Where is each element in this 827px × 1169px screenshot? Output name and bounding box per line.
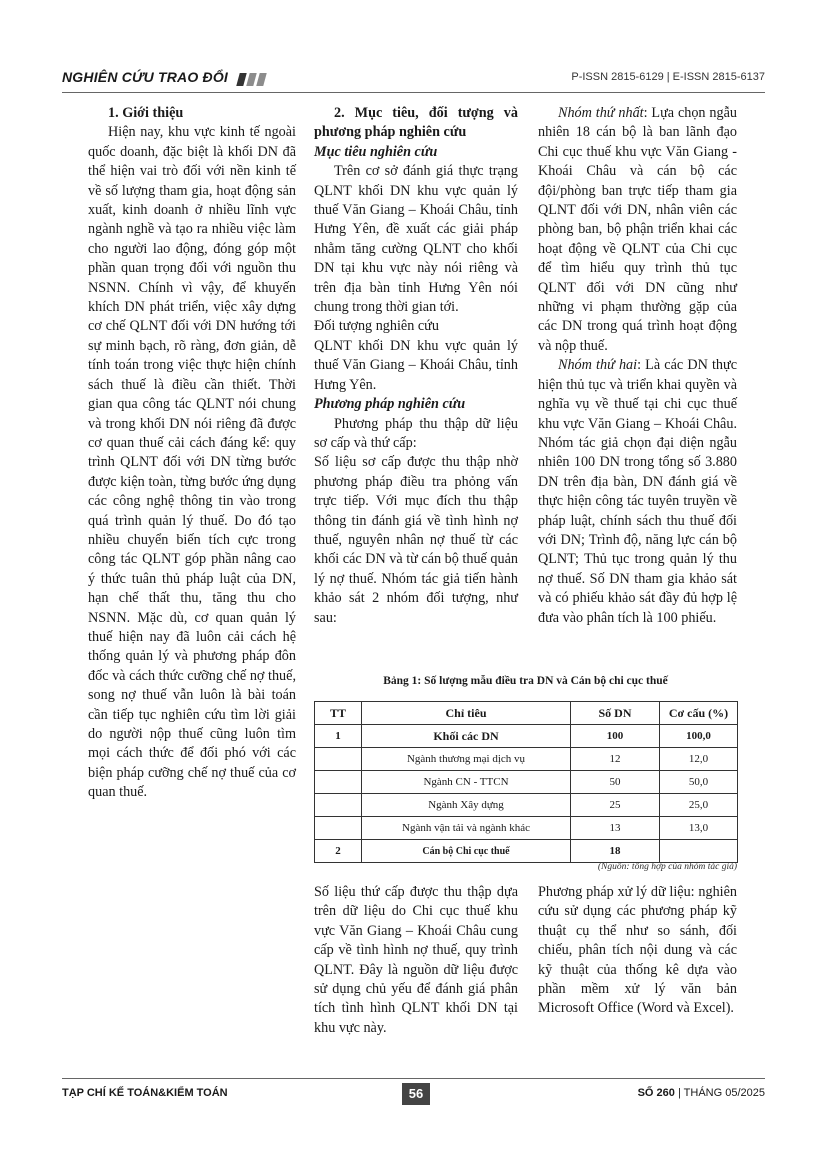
table-row — [315, 725, 738, 748]
cell-tt — [315, 771, 362, 794]
page-header — [62, 66, 765, 93]
cell-count: 13 — [571, 817, 660, 840]
issue-number: SỐ 260 — [637, 1087, 675, 1099]
header-indicator: Chỉ tiêu — [362, 702, 571, 725]
group-2-paragraph — [538, 356, 737, 628]
secondary-data-paragraph: Số liệu thứ cấp được thu thập dựa trên dữ liệu do Chi cục thuế khu vực Văn Giang – Khoái Châu cung cấp về tình hình nợ thuế, quy trình QLNT. Đây là nguồn dữ liệu được sử dụng chủ yếu để đánh giá phân tích tình hình QLNT khối DN tại khu vực này. — [314, 884, 518, 1036]
cell-count: 12 — [571, 748, 660, 771]
cell-share: 100,0 — [660, 725, 738, 748]
cell-count: 50 — [571, 771, 660, 794]
cell-share: 50,0 — [660, 771, 738, 794]
cell-count: 18 — [571, 840, 660, 863]
column-3-bottom — [538, 883, 737, 1019]
header-share: Cơ cấu (%) — [660, 702, 738, 725]
cell-tt: 1 — [315, 725, 362, 748]
table-source-note: (Nguồn: tổng hợp của nhóm tác giả) — [597, 862, 737, 872]
table-row — [315, 817, 738, 840]
cell-share: 13,0 — [660, 817, 738, 840]
column-2 — [314, 104, 518, 628]
sample-table — [314, 701, 738, 863]
cell-indicator: Khối các DN — [362, 725, 571, 748]
subjects-paragraph: QLNT khối DN khu vực quản lý thuế Văn Giang – Khoái Châu, tỉnh Hưng Yên. — [314, 337, 518, 393]
cell-indicator: Ngành CN - TTCN — [362, 771, 571, 794]
table-row — [315, 748, 738, 771]
cell-count: 100 — [571, 725, 660, 748]
subheading-objectives: Mục tiêu nghiên cứu — [314, 143, 438, 160]
subheading-methods: Phương pháp nghiên cứu — [314, 396, 466, 413]
table-title: Bảng 1: Số lượng mẫu điều tra DN và Cán bộ chi cục thuế — [383, 675, 668, 687]
methods-paragraph: Số liệu sơ cấp được thu thập nhờ phương pháp điều tra phỏng vấn trực tiếp. Với mục đích thu thập thông tin đánh giá về tình hình nợ thuế, nguyên nhân nợ thuế từ các khối các DN và từ cán bộ thuế quản lý nợ thuế. Nhóm tác giả tiến hành khảo sát 2 nhóm đối tượng, như sau: — [314, 454, 518, 626]
table-row — [315, 840, 738, 863]
section-brand: NGHIÊN CỨU TRAO ĐỔI — [62, 69, 229, 85]
cell-share: 12,0 — [660, 748, 738, 771]
cell-tt — [315, 817, 362, 840]
table-row — [315, 771, 738, 794]
group-1-label: Nhóm thứ nhất — [558, 105, 644, 121]
page-footer — [62, 1078, 765, 1105]
cell-tt — [315, 794, 362, 817]
table-row — [315, 794, 738, 817]
methods-intro: Phương pháp thu thập dữ liệu sơ cấp và thứ cấp: — [314, 415, 518, 451]
header-tt: TT — [315, 702, 362, 725]
heading-objectives: 2. Mục tiêu, đối tượng và phương pháp nghiên cứu — [314, 105, 518, 141]
group-2-label: Nhóm thứ hai — [558, 357, 638, 374]
cell-indicator: Ngành thương mại dịch vụ — [362, 748, 571, 771]
subheading-subjects: Đối tượng nghiên cứu — [314, 318, 439, 335]
issn-label: P-ISSN 2815-6129 | E-ISSN 2815-6137 — [571, 71, 765, 83]
cell-count: 25 — [571, 794, 660, 817]
column-1 — [88, 104, 296, 803]
cell-share — [660, 840, 738, 863]
issue-info — [638, 1087, 765, 1099]
cell-tt: 2 — [315, 840, 362, 863]
cell-indicator: Ngành Xây dựng — [362, 794, 571, 817]
cell-indicator: Ngành vận tải và ngành khác — [362, 817, 571, 840]
cell-tt — [315, 748, 362, 771]
header-bars-decoration — [238, 73, 265, 86]
group-2-text: : Là các DN thực hiện thủ tục và triển khai quyền và nghĩa vụ về thuế tại chi cục thuế khu vực Văn Giang – Khoái Châu. Nhóm tác giả chọn đại diện ngẫu nhiên 100 DN trong tổng số 3.880 DN trên địa bàn, DN đánh giá về thực hiện công tác tuyên truyền về pháp luật, chính sách thu thuế đối với DN; Trình độ, năng lực cán bộ QLNT; Thủ tục trong quản lý thu nợ thuế. Số DN tham gia khảo sát và có phiếu khảo sát đầy đủ hợp lệ đưa vào phân tích là 100 phiếu. — [538, 357, 737, 626]
data-processing-paragraph: Phương pháp xử lý dữ liệu: nghiên cứu sử dụng các phương pháp kỹ thuật cụ thể như so sánh, đối chiếu, phân tích nội dung và các kỹ thuật của thống kê dựa vào phần mềm xử lý văn bản Microsoft Office (Word và Excel). — [538, 884, 737, 1017]
intro-paragraph: Hiện nay, khu vực kinh tế ngoài quốc doanh, đặc biệt là khối DN đã thể hiện vai trò đối với nền kinh tế về số lượng tham gia, hoạt động sản xuất, kinh doanh ở nhiều lĩnh vực ngành nghề và tạo ra nhiều việc làm cho người lao động, đóng góp một phần quan trọng đối với nguồn thu NSNN. Chính vì vậy, để khuyến khích DN phát triển, việc xây dựng cơ chế QLNT đối với DN hướng tới sự minh bạch, rõ ràng, đơn giản, dễ tính toán trong việc thực hiện chính sách thuế là điều cần thiết. Thời gian qua công tác QLNT nói chung và trong khối DN nói riêng đã được cơ quan thuế cải cách đáng kể: quy trình QLNT đối với DN từng bước được kiện toàn, từng bước ứng dụng các công nghệ thông tin vào trong quá trình quản lý thuế. Do đó tạo nhiều chuyển biến tích cực trong công tác QLNT góp phần nâng cao ý thức tuân thủ pháp luật của DN, hạn chế thất thu, tăng thu cho NSNN. Mặc dù, cơ quan quản lý thuế hiện nay đã luôn cải cách hệ thống quản lý và phương pháp đôn đốc và cách thức cưỡng chế nợ thuế, song nợ thuế vẫn luôn là bài toán cần tiếp tục nghiên cứu tìm lời giải do người nộp thuế cũng luôn tìm mọi cách thức để đối phó với các biện pháp cưỡng chế nợ thuế của cơ quan thuế. — [88, 124, 296, 801]
group-1-paragraph — [538, 104, 737, 356]
table-header-row — [315, 702, 738, 725]
issue-month: | THÁNG 05/2025 — [677, 1087, 765, 1099]
objectives-paragraph: Trên cơ sở đánh giá thực trạng QLNT khối DN khu vực quản lý thuế Văn Giang – Khoái Châu, tỉnh Hưng Yên, đề xuất các giải pháp nhằm tăng cường QLNT cho khối DN tại khu vực này nói riêng và trên địa bàn tỉnh Hưng Yên nói chung trong thời gian tới. — [314, 163, 518, 316]
column-3 — [538, 104, 737, 628]
group-1-text: : Lựa chọn ngẫu nhiên 18 cán bộ là ban lãnh đạo Chi cục thuế khu vực Văn Giang - Khoái Châu và cán bộ các đội/phòng ban trực tiếp tham gia QLNT đối với DN, nhân viên các phòng ban, bộ phận triển khai các hoạt động về QLNT của Chi cục để tìm hiểu quy trình thủ tục QLNT đối với DN cũng như những vi phạm thường gặp của các DN trong quá trình hoạt động và nộp thuế. — [538, 105, 737, 354]
heading-introduction: 1. Giới thiệu — [108, 105, 184, 121]
column-2-bottom — [314, 883, 518, 1038]
header-count: Số DN — [571, 702, 660, 725]
page-number: 56 — [402, 1083, 430, 1105]
journal-name: TẠP CHÍ KẾ TOÁN&KIỂM TOÁN — [62, 1087, 228, 1099]
cell-share: 25,0 — [660, 794, 738, 817]
cell-indicator: Cán bộ Chi cục thuế — [362, 840, 571, 863]
